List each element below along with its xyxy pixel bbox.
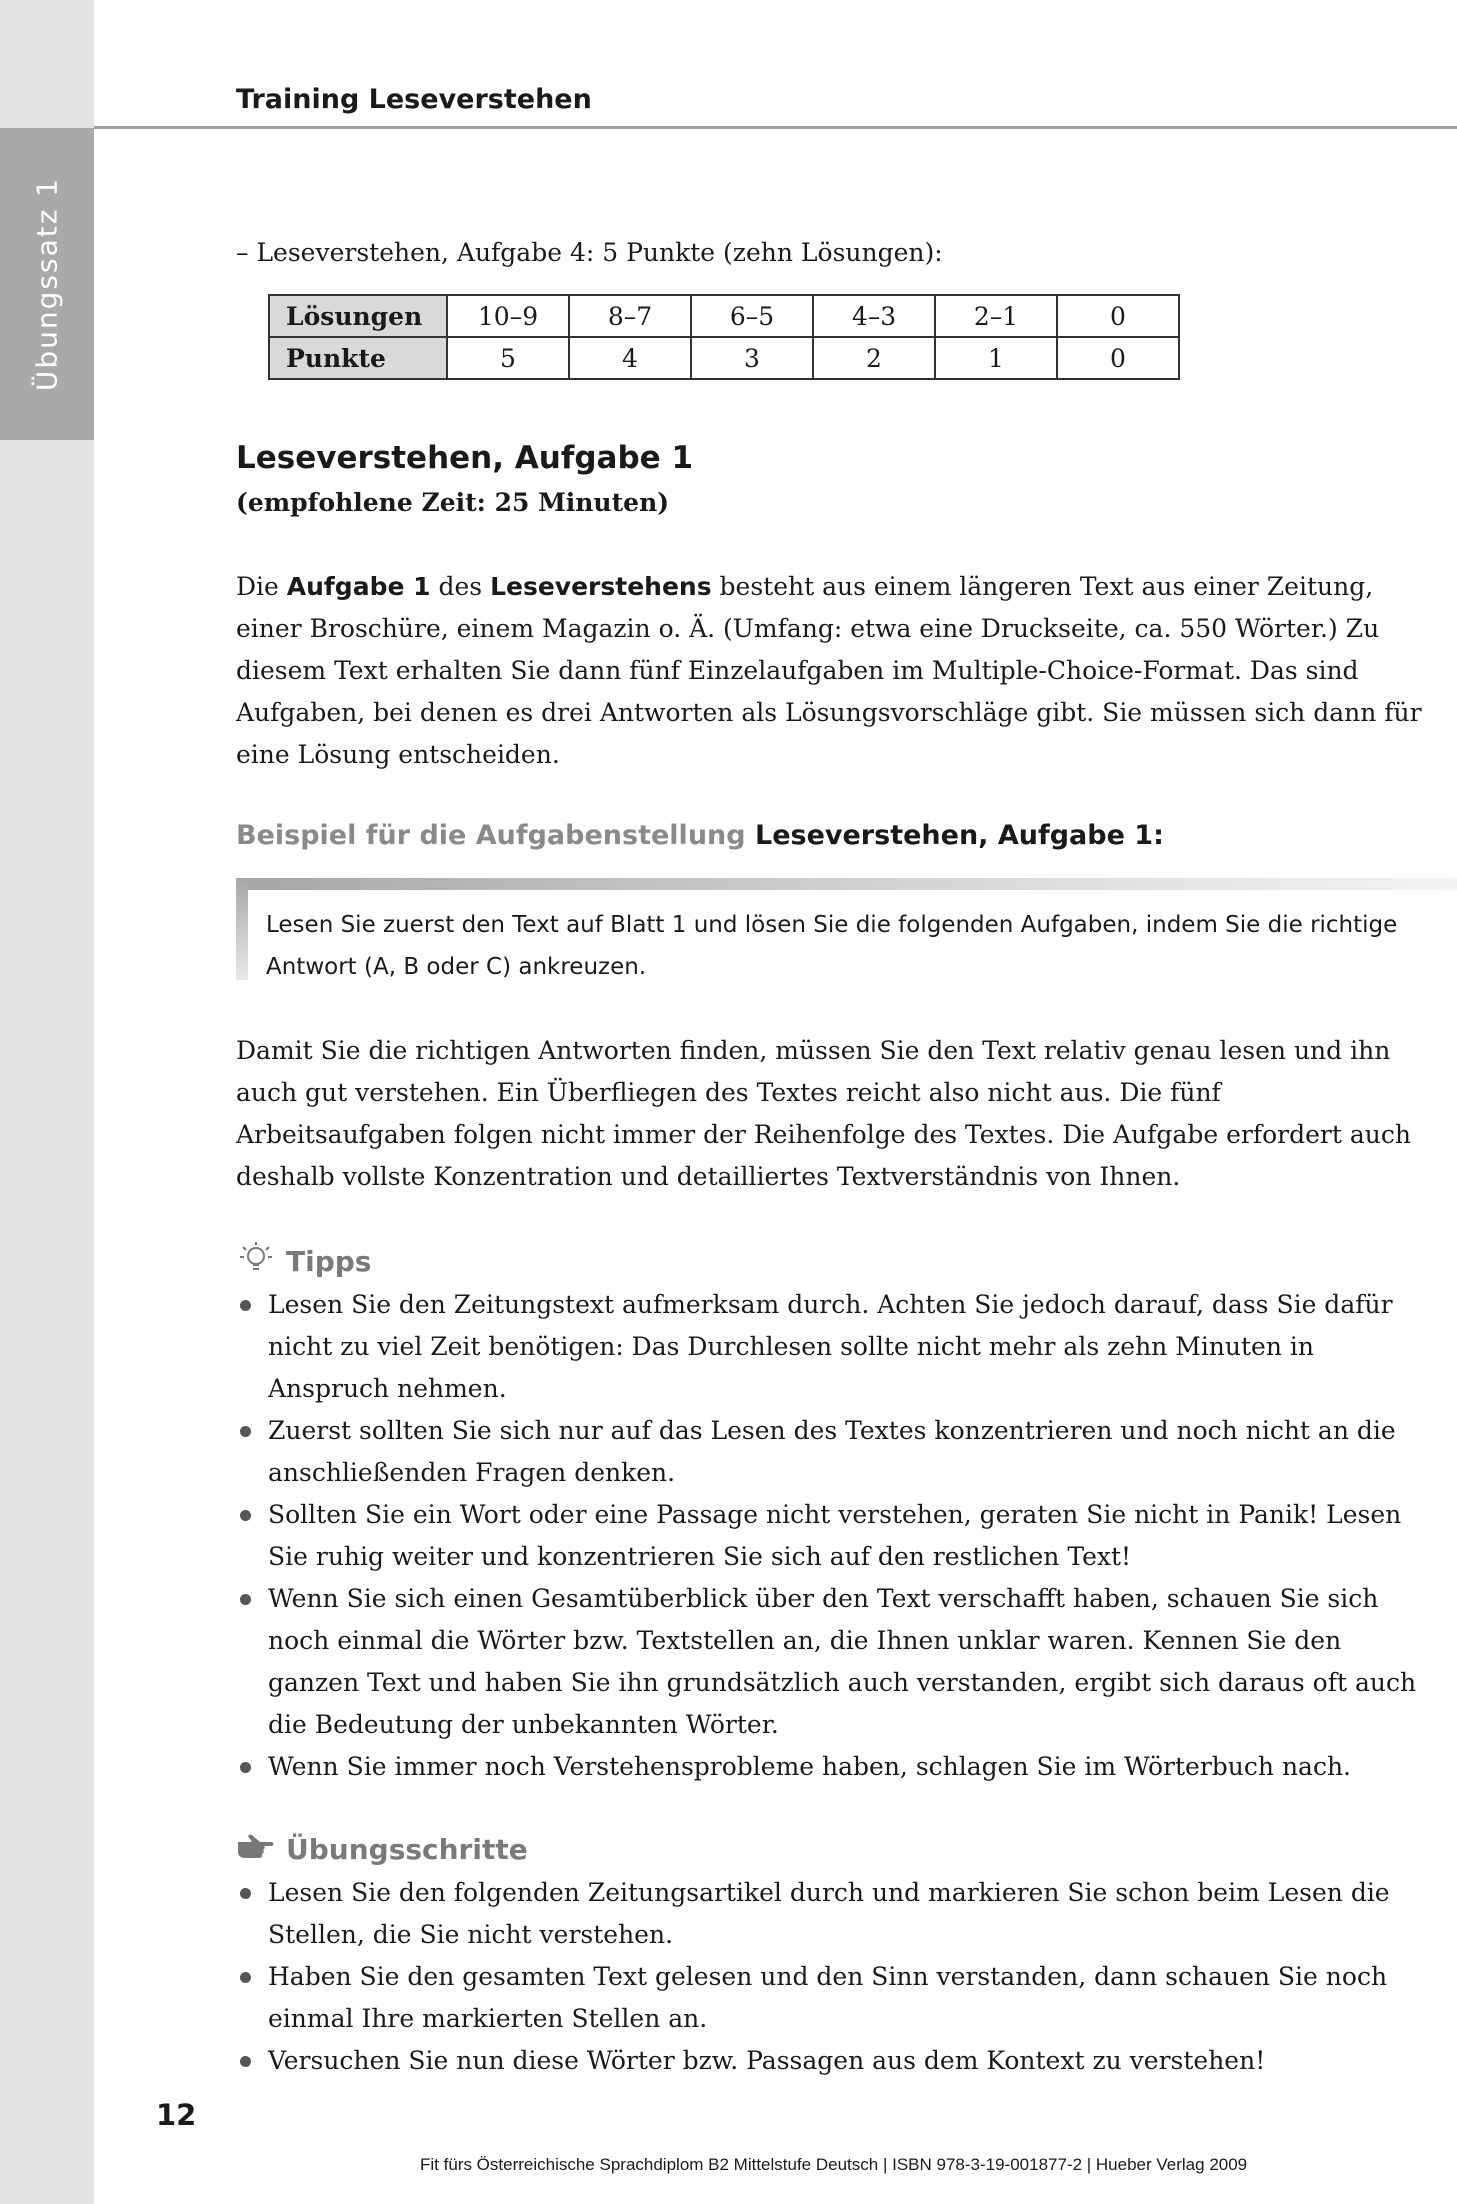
table-cell: 2–1 bbox=[935, 295, 1057, 337]
page-header-title: Training Leseverstehen bbox=[236, 84, 592, 115]
table-cell: 4 bbox=[569, 337, 691, 379]
scoring-intro: – Leseverstehen, Aufgabe 4: 5 Punkte (zehn Lösungen): bbox=[236, 238, 943, 267]
list-item-text: Haben Sie den gesamten Text gelesen und den Sinn verstanden, dann schauen Sie noch einmal Ihre markierten Stellen an. bbox=[268, 1962, 1388, 2033]
list-item bbox=[236, 1284, 1426, 1410]
steps-heading bbox=[236, 1830, 528, 1869]
bullet-icon bbox=[240, 1426, 251, 1437]
example-heading-dark: Leseverstehen, Aufgabe 1: bbox=[755, 820, 1164, 851]
section-subtitle: (empfohlene Zeit: 25 Minuten) bbox=[236, 488, 670, 517]
intro-bold-term: Leseverstehens bbox=[490, 572, 712, 601]
intro-text: besteht aus einem längeren Text aus einer Zeitung, einer Broschüre, einem Magazin o. Ä. (Umfang: etwa eine Druckseite, ca. 550 Wörter.) Zu diesem Text erhalten Sie dann fünf Einzelaufgaben im Multiple-Choice-Format. Das sind Aufgaben, bei denen es drei Antworten als Lösungsvorschläge gibt. Sie müssen sich dann für eine Lösung entscheiden. bbox=[236, 572, 1422, 769]
list-item bbox=[236, 1872, 1426, 1956]
example-box-topbar bbox=[236, 878, 1457, 890]
table-cell: 5 bbox=[447, 337, 569, 379]
table-row bbox=[269, 337, 1179, 379]
table-cell: Lösungen bbox=[269, 295, 447, 337]
table-row bbox=[269, 295, 1179, 337]
pointing-hand-icon bbox=[236, 1830, 276, 1869]
list-item bbox=[236, 1956, 1426, 2040]
list-item-text: Versuchen Sie nun diese Wörter bzw. Passagen aus dem Kontext zu verstehen! bbox=[268, 2046, 1266, 2075]
list-item-text: Sollten Sie ein Wort oder eine Passage nicht verstehen, geraten Sie nicht in Panik! Lesen Sie ruhig weiter und konzentrieren Sie sich auf den restlichen Text! bbox=[268, 1500, 1402, 1571]
table-cell: Punkte bbox=[269, 337, 447, 379]
footer-text: Fit fürs Österreichische Sprachdiplom B2 Mittelstufe Deutsch | ISBN 978-3-19-001877-2 | Hueber Verlag 2009 bbox=[420, 2155, 1248, 2174]
tips-heading bbox=[236, 1240, 371, 1283]
example-box bbox=[236, 878, 1457, 980]
table-cell: 1 bbox=[935, 337, 1057, 379]
table-cell: 10–9 bbox=[447, 295, 569, 337]
header-rule bbox=[94, 126, 1457, 129]
page-number: 12 bbox=[156, 2098, 197, 2132]
list-item bbox=[236, 1746, 1426, 1788]
table-cell: 8–7 bbox=[569, 295, 691, 337]
list-item bbox=[236, 1410, 1426, 1494]
example-heading bbox=[236, 820, 1164, 851]
list-item-text: Lesen Sie den Zeitungstext aufmerksam durch. Achten Sie jedoch darauf, dass Sie dafür nicht zu viel Zeit benötigen: Das Durchlesen sollte nicht mehr als zehn Minuten in Anspruch nehmen. bbox=[268, 1290, 1393, 1403]
intro-paragraph bbox=[236, 566, 1426, 776]
example-box-leftbar bbox=[236, 878, 248, 980]
table-cell: 3 bbox=[691, 337, 813, 379]
list-item bbox=[236, 2040, 1426, 2082]
sidebar bbox=[0, 0, 94, 2204]
table-cell: 0 bbox=[1057, 295, 1179, 337]
table-cell: 2 bbox=[813, 337, 935, 379]
bullet-icon bbox=[240, 1594, 251, 1605]
scoring-table bbox=[268, 294, 1180, 380]
list-item-text: Wenn Sie sich einen Gesamtüberblick über den Text verschafft haben, schauen Sie sich noch einmal die Wörter bzw. Textstellen an, die Ihnen unklar waren. Kennen Sie den ganzen Text und haben Sie ihn grundsätzlich auch verstanden, ergibt sich daraus oft auch die Bedeutung der unbekannten Wörter. bbox=[268, 1584, 1417, 1739]
list-item bbox=[236, 1578, 1426, 1746]
bullet-icon bbox=[240, 1888, 251, 1899]
list-item-text: Zuerst sollten Sie sich nur auf das Lesen des Textes konzentrieren und noch nicht an die anschließenden Fragen denken. bbox=[268, 1416, 1396, 1487]
intro-text: des bbox=[430, 572, 491, 601]
example-heading-grey: Beispiel für die Aufgabenstellung bbox=[236, 820, 755, 851]
intro-text: Die bbox=[236, 572, 287, 601]
list-item-text: Lesen Sie den folgenden Zeitungsartikel durch und markieren Sie schon beim Lesen die Stellen, die Sie nicht verstehen. bbox=[268, 1878, 1390, 1949]
section-title: Leseverstehen, Aufgabe 1 bbox=[236, 440, 694, 476]
steps-heading-label: Übungsschritte bbox=[286, 1833, 528, 1866]
bullet-icon bbox=[240, 1762, 251, 1773]
bullet-icon bbox=[240, 1972, 251, 1983]
list-item bbox=[236, 1494, 1426, 1578]
sidebar-tab bbox=[0, 128, 94, 440]
table-cell: 6–5 bbox=[691, 295, 813, 337]
intro-bold-term: Aufgabe 1 bbox=[286, 572, 431, 601]
bullet-icon bbox=[240, 1300, 251, 1311]
steps-list bbox=[236, 1872, 1426, 2082]
table-cell: 0 bbox=[1057, 337, 1179, 379]
list-item-text: Wenn Sie immer noch Verstehensprobleme haben, schlagen Sie im Wörterbuch nach. bbox=[268, 1752, 1352, 1781]
explanation-paragraph: Damit Sie die richtigen Antworten finden, müssen Sie den Text relativ genau lesen und ihn auch gut verstehen. Ein Überfliegen des Textes reicht also nicht aus. Die fünf Arbeitsaufgaben folgen nicht immer der Reihenfolge des Textes. Die Aufgabe erfordert auch deshalb vollste Konzentration und detailliertes Textverständnis von Ihnen. bbox=[236, 1036, 1411, 1191]
example-box-text: Lesen Sie zuerst den Text auf Blatt 1 und lösen Sie die folgenden Aufgaben, indem Sie die richtige Antwort (A, B oder C) ankreuzen. bbox=[266, 912, 1398, 980]
table-cell: 4–3 bbox=[813, 295, 935, 337]
bullet-icon bbox=[240, 1510, 251, 1521]
tips-heading-label: Tipps bbox=[286, 1245, 372, 1278]
bullet-icon bbox=[240, 2056, 251, 2067]
lightbulb-icon bbox=[236, 1240, 276, 1283]
sidebar-tab-label: Übungssatz 1 bbox=[30, 176, 64, 392]
tips-list bbox=[236, 1284, 1426, 1788]
